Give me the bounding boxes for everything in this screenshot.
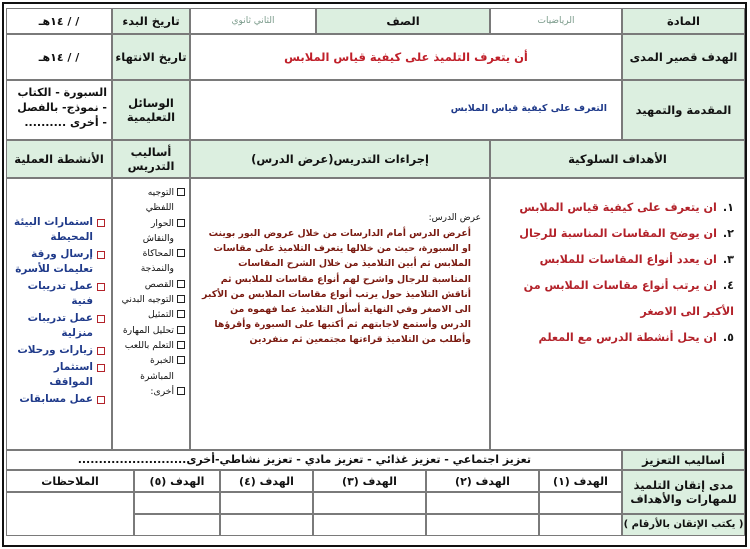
mastery-goal-2-input[interactable] [426,492,539,514]
checkbox[interactable] [177,341,185,349]
activities-header: الأنشطة العملية [6,140,112,178]
short-goal-value[interactable]: أن يتعرف التلميذ على كيفية قياس الملابس [190,34,622,80]
activity-item[interactable]: إرسال ورقة تعليمات للأسرة [13,247,105,277]
mastery-goal-3: الهدف (٣) [313,470,426,492]
mastery-goal-4-input-2[interactable] [220,514,313,536]
checkbox[interactable] [177,280,185,288]
method-item[interactable]: الخبرة المباشرة [117,353,185,384]
method-item[interactable]: تحليل المهارة [117,323,185,338]
goal-item: ١.ان يتعرف على كيفية قياس الملابس [519,201,734,214]
activity-item[interactable]: زيارات ورحلات [13,343,105,358]
checkbox[interactable] [177,356,185,364]
checkbox[interactable] [177,188,185,196]
checkbox[interactable] [97,251,105,259]
mastery-goal-2-input-2[interactable] [426,514,539,536]
mastery-goal-5-input[interactable] [134,492,220,514]
behavioral-goals-header: الأهداف السلوكية [490,140,745,178]
activity-item[interactable]: استثمار المواقف [13,360,105,390]
activity-item[interactable]: عمل تدريبات فنية [13,279,105,309]
reinforcement-label: أساليب التعزيز [622,450,745,470]
checkbox[interactable] [177,326,185,334]
mastery-goal-1-input[interactable] [539,492,622,514]
methods-header: أساليب التدريس [112,140,190,178]
mastery-goal-5: الهدف (٥) [134,470,220,492]
checkbox[interactable] [177,219,185,227]
methods-list [113,179,189,399]
mastery-goal-4: الهدف (٤) [220,470,313,492]
method-item[interactable]: الحوار والنقاش [117,216,185,247]
goal-item: ٢.ان يوضح المقاسات المناسبة للرجال [519,227,734,240]
checkbox[interactable] [177,295,185,303]
start-date-value[interactable]: / / ١٤هـ [6,8,112,34]
mastery-goal-4-input[interactable] [220,492,313,514]
method-item[interactable]: التعلم باللعب [117,338,185,353]
subject-value[interactable]: الرياضيات [490,8,622,34]
goals-list [491,179,744,351]
checkbox[interactable] [177,249,185,257]
end-date-label: تاريخ الانتهاء [112,34,190,80]
reinforcement-value[interactable]: تعزيز اجتماعي - تعزيز غذائي - تعزيز مادي - تعزيز نشاطي-أخرى.......................... [6,450,622,470]
intro-value[interactable]: التعرف على كيفية قياس الملابس [190,80,622,140]
activities-cell [6,178,112,450]
mastery-goal-5-input-2[interactable] [134,514,220,536]
activities-list [7,179,111,407]
checkbox[interactable] [97,364,105,372]
mastery-goal-1: الهدف (١) [539,470,622,492]
class-label: الصف [316,8,490,34]
mastery-notes-label: الملاحظات [6,470,134,492]
procedures-cell[interactable] [190,178,490,450]
checkbox[interactable] [97,315,105,323]
activity-item[interactable]: عمل مسابقات [13,392,105,407]
class-value[interactable]: الثاني ثانوي [190,8,316,34]
procedures-header: إجراءات التدريس(عرض الدرس) [190,140,490,178]
method-item[interactable]: القصص [117,277,185,292]
end-date-value[interactable]: / / ١٤هـ [6,34,112,80]
goal-item: ٥.ان يحل أنشطة الدرس مع المعلم [538,331,734,344]
subject-label: المادة [622,8,745,34]
method-item[interactable]: التوجيه اللفظي [117,185,185,216]
intro-label: المقدمة والتمهيد [622,80,745,140]
methods-cell [112,178,190,450]
checkbox[interactable] [97,219,105,227]
behavioral-goals-cell [490,178,745,450]
checkbox[interactable] [177,310,185,318]
goal-item: ٣.ان يعدد أنواع المقاسات للملابس [539,253,734,266]
checkbox[interactable] [97,347,105,355]
mastery-note: ( يكتب الإتقان بالأرقام ) [622,514,745,536]
mastery-goal-1-input-2[interactable] [539,514,622,536]
checkbox[interactable] [97,283,105,291]
goal-item: ٤.ان يرتب أنواع مقاسات الملابس من الأكبر الى الاصغر [523,279,734,318]
checkbox[interactable] [97,396,105,404]
method-item[interactable]: التمثيل [117,307,185,322]
lesson-plan-table [2,2,747,547]
mastery-label: مدى إتقان التلميذ للمهارات والأهداف [622,470,745,514]
mastery-goal-2: الهدف (٢) [426,470,539,492]
activity-item[interactable]: استمارات البيئة المحيطة [13,215,105,245]
mastery-goal-3-input-2[interactable] [313,514,426,536]
start-date-label: تاريخ البدء [112,8,190,34]
mastery-notes-input[interactable] [6,492,134,536]
activity-item[interactable]: عمل تدريبات منزلية [13,311,105,341]
aids-label: الوسائل التعليمية [112,80,190,140]
procedure-title: عرض الدرس: [428,213,481,223]
method-item[interactable]: أخرى: [117,384,185,399]
mastery-goal-3-input[interactable] [313,492,426,514]
aids-value[interactable]: السبورة - الكتاب - نموذج- بالفصل - أخرى .......... [6,80,112,140]
checkbox[interactable] [177,387,185,395]
method-item[interactable]: التوجيه البدني [117,292,185,307]
short-goal-label: الهدف قصير المدى [622,34,745,80]
method-item[interactable]: المحاكاة والنمذجة [117,246,185,277]
procedure-body: أعرض الدرس أمام الدارسات من خلال عروض البور بوينت او السبورة، حيث من خلالها يتعرف التلاميذ على مقاسات الملابس ثم أبين التلاميذ من خلال الشرح المقاسات المناسبة للرجال واشرح لهم أنواع مقاسات للملابس ثم أناقش التلاميذ حول يرتب أنواع مقاسات الملابس من الأكبر الى الاصغر وفي النهاية أسأل التلاميذ عما فهموه من الدرس وأستمع لاجابتهم ثم أكتبها على السبورة وأقرؤها وأطلب من التلاميذ قراءتها مجتمعين ثم منفردين [202,228,471,346]
